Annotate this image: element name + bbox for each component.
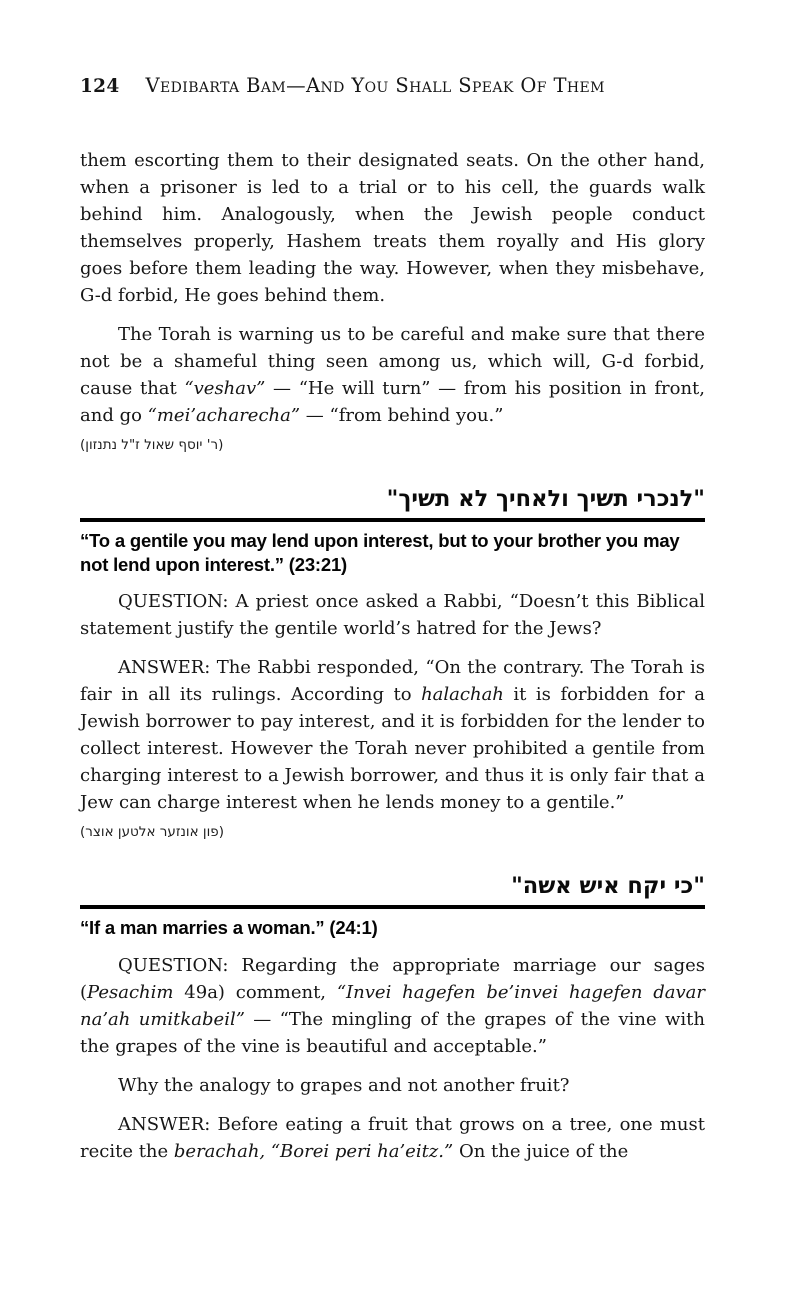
why-analogy-paragraph: Why the analogy to grapes and not another fruit? <box>118 1074 570 1096</box>
question-paragraph-2: QUESTION: Regarding the appropriate marriage our sages (Pesachim 49a) comment, “Invei hagefen be’invei hagefen davar na’ah umitkabeil” — “The mingling of the grapes of the vine with the grapes of the vine is beautiful and acceptable.” <box>80 954 706 1057</box>
page-header <box>80 74 705 97</box>
attribution-yiddish-source-2: (פון אונזער אלטען אוצר) <box>80 824 224 840</box>
verse-translation-2: “If a man marries a woman.” (24:1) <box>80 917 378 938</box>
page-number: 124 <box>80 76 120 97</box>
divider-rule-2 <box>80 905 705 909</box>
question-paragraph-1: QUESTION: A priest once asked a Rabbi, “Doesn’t this Biblical statement justify the gentile world’s hatred for the Jews? <box>80 591 705 639</box>
answer-paragraph-2: ANSWER: Before eating a fruit that grows on a tree, one must recite the berachah, “Borei peri ha’eitz.” On the juice of the <box>80 1113 705 1162</box>
attribution-hebrew-source-1: (ר' יוסף שאול ז"ל נתנזון) <box>80 437 224 453</box>
book-title: Vedibarta Bam—And You Shall Speak Of Them <box>145 74 605 97</box>
divider-rule-1 <box>80 518 705 522</box>
section-heading-hebrew-2: "כי יקח איש אשה" <box>511 873 705 899</box>
answer-paragraph-1: ANSWER: The Rabbi responded, “On the contrary. The Torah is fair in all its rulings. According to halachah it is forbidden for a Jewish borrower to pay interest, and it is forbidden for the lender to collect interest. However the Torah never prohibited a gentile from charging interest to a Jewish borrower, and thus it is only fair that a Jew can charge interest when he lends money to a gentile.” <box>80 657 705 813</box>
verse-translation-1: “To a gentile you may lend upon interest, but to your brother you may not lend upon interest.” (23:21) <box>80 530 680 575</box>
section-heading-hebrew-1: "לנכרי תשיך ולאחיך לא תשיך" <box>386 486 705 512</box>
paragraph-intro-continued: them escorting them to their designated seats. On the other hand, when a prisoner is led to a trial or to his cell, the guards walk behind him. Analogously, when the Jewish people conduct themselves properly, Hashem treats them royally and His glory goes before them leading the way. However, when they misbehave, G-d forbid, He goes behind them. <box>80 150 705 306</box>
paragraph-torah-warning: The Torah is warning us to be careful and make sure that there not be a shameful thing seen among us, which will, G-d forbid, cause that “veshav” — “He will turn” — from his position in front, and go “mei’acharecha” — “from behind you.” <box>80 324 705 426</box>
